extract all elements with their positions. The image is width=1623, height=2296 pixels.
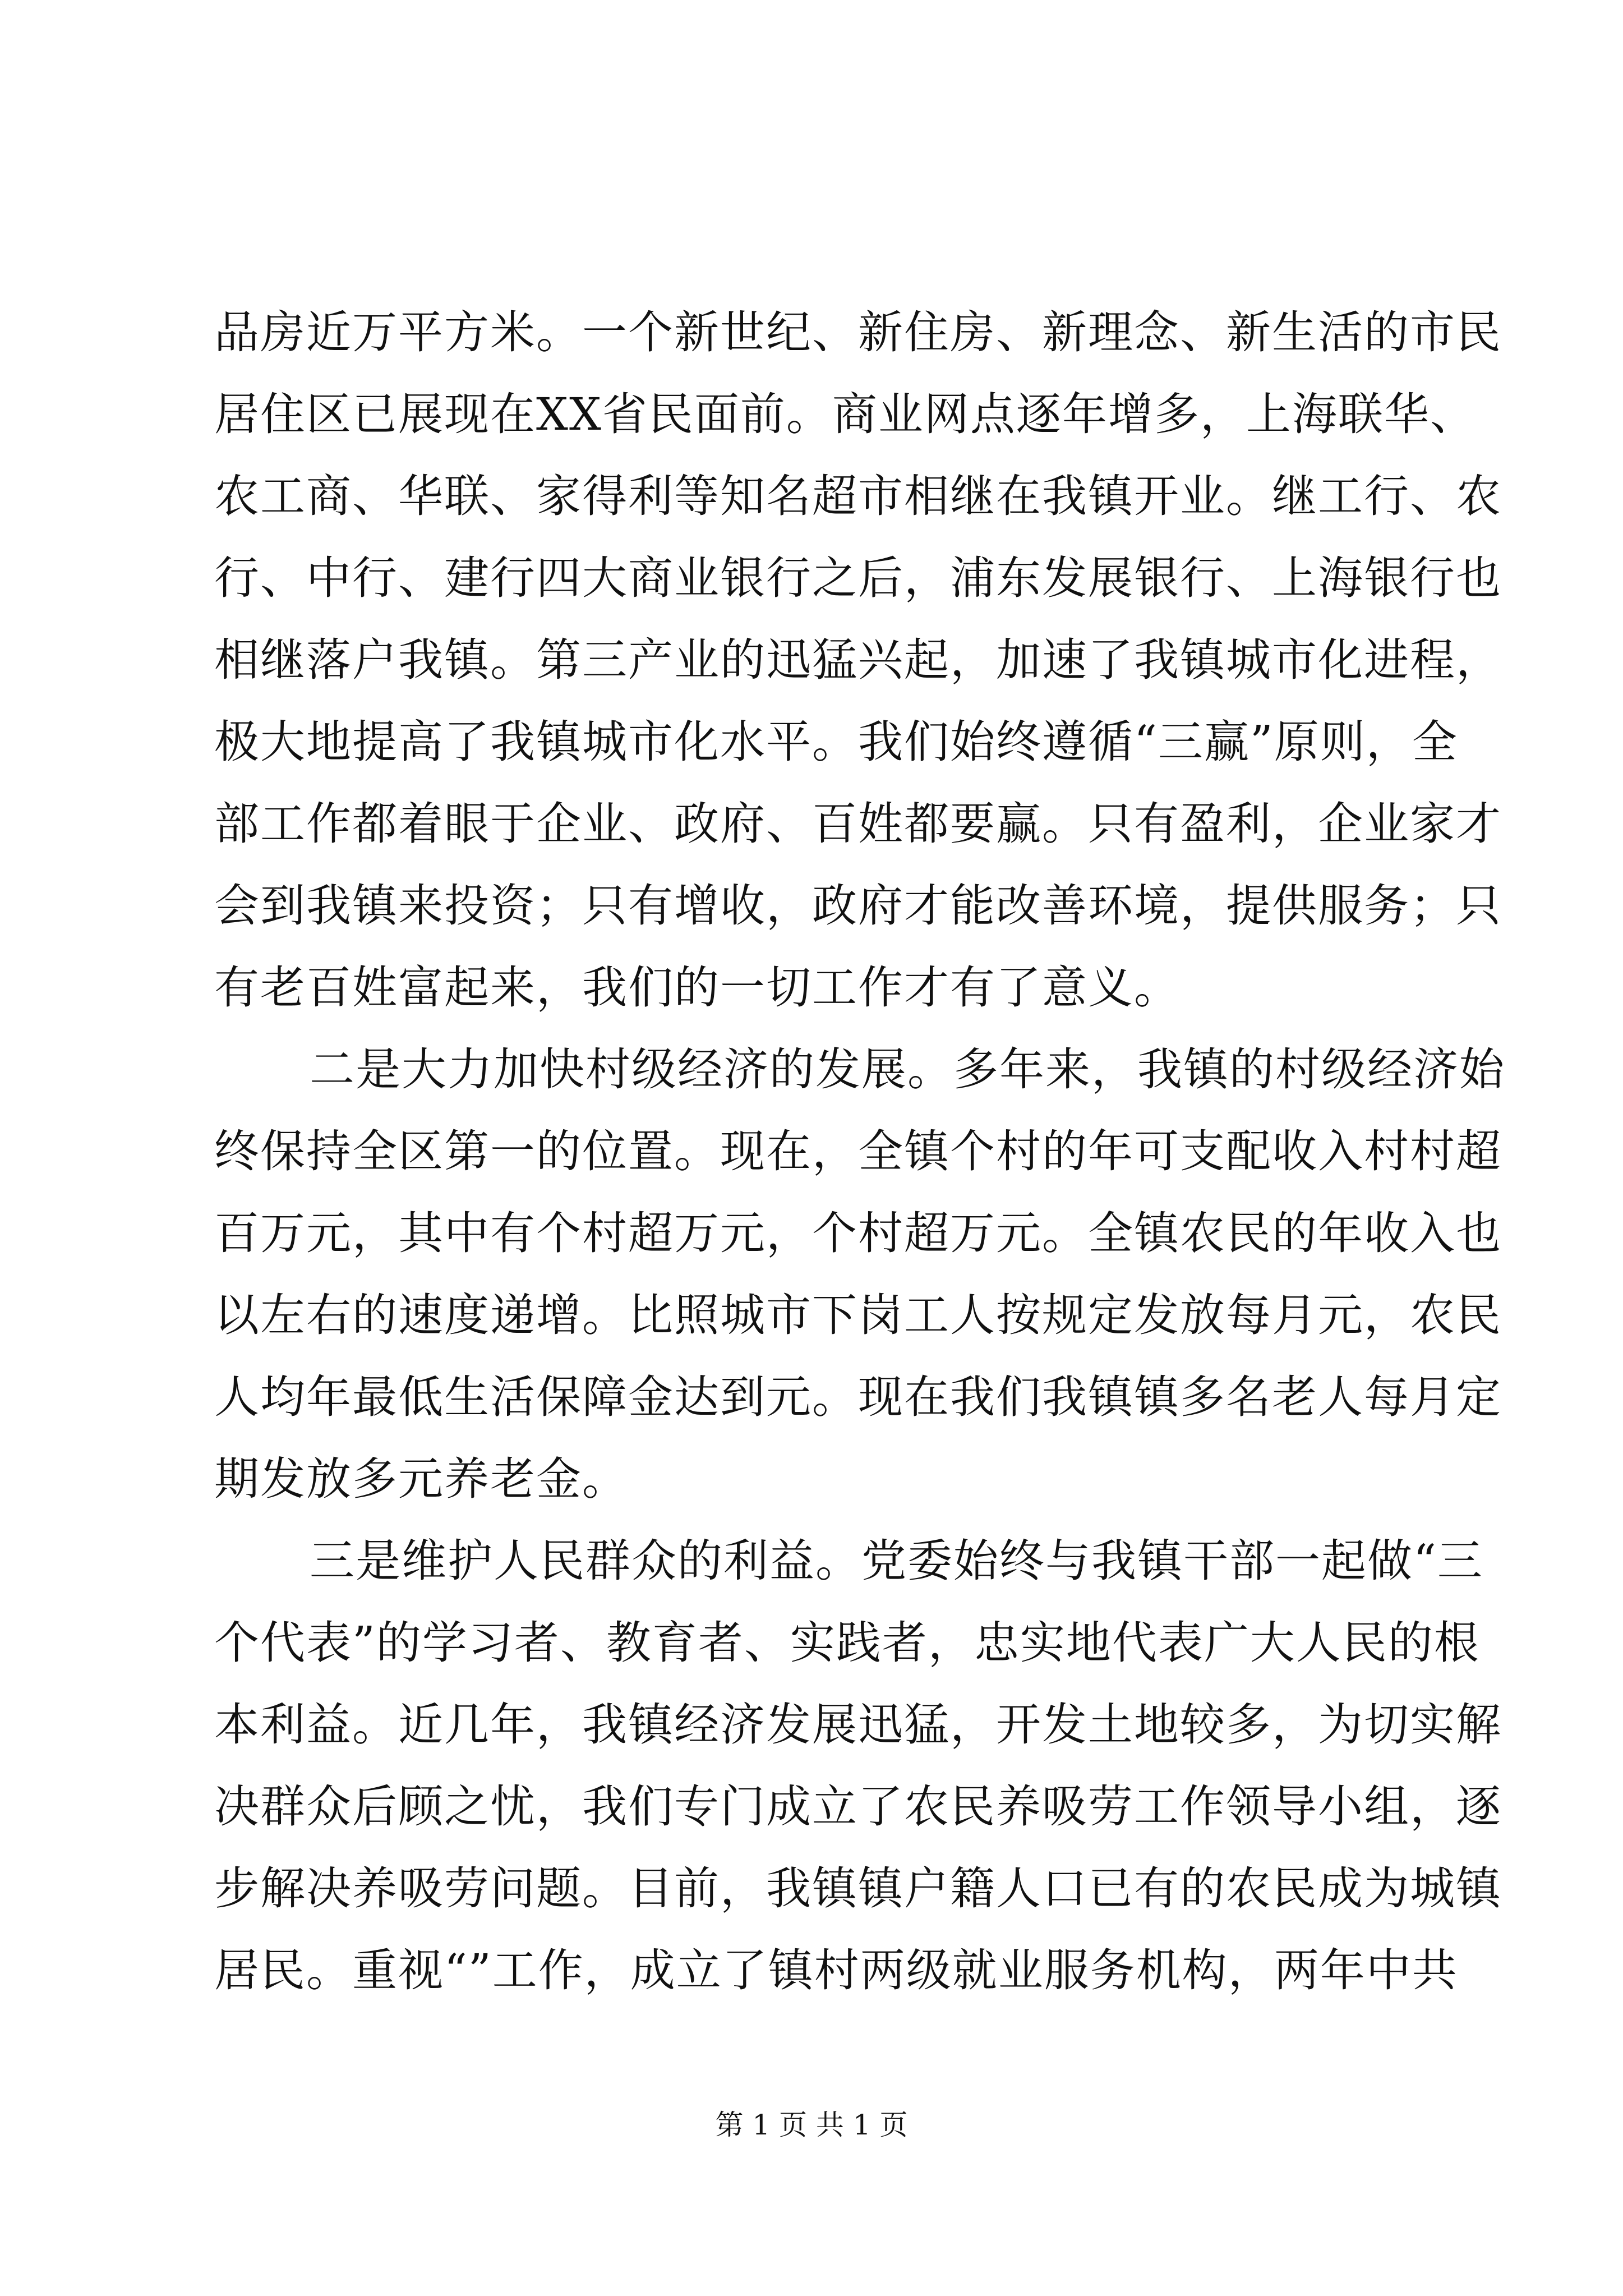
text-line: 部工作都着眼于企业、政府、百姓都要赢。只有盈利，企业家才 — [214, 798, 1502, 850]
text-line: 极大地提高了我镇城市化水平。我们始终遵循“三赢”原则，全 — [214, 716, 1458, 768]
text-line: 居住区已展现在XX省民面前。商业网点逐年增多，上海联华、 — [214, 388, 1476, 440]
text-line: 百万元，其中有个村超万元，个村超万元。全镇农民的年收入也 — [214, 1207, 1502, 1259]
text-line: 居民。重视“”工作，成立了镇村两级就业服务机构，两年中共 — [214, 1944, 1458, 1996]
text-line: 行、中行、建行四大商业银行之后，浦东发展银行、上海银行也 — [214, 552, 1502, 604]
text-line: 有老百姓富起来，我们的一切工作才有了意义。 — [214, 961, 1180, 1014]
text-line: 个代表”的学习者、教育者、实践者，忠实地代表广大人民的根 — [214, 1617, 1480, 1669]
paragraph-1 — [214, 292, 1502, 1029]
text-line: 决群众后顾之忧，我们专门成立了农民养吸劳工作领导小组，逐 — [214, 1780, 1502, 1833]
paragraph-3 — [214, 1520, 1502, 2012]
document-body — [214, 292, 1505, 2012]
text-line: 三是维护人民群众的利益。党委始终与我镇干部一起做“三 — [310, 1535, 1483, 1587]
text-line: 品房近万平方米。一个新世纪、新住房、新理念、新生活的市民 — [214, 306, 1502, 358]
text-line: 以左右的速度递增。比照城市下岗工人按规定发放每月元，农民 — [214, 1289, 1502, 1341]
text-line: 步解决养吸劳问题。目前，我镇镇户籍人口已有的农民成为城镇 — [214, 1862, 1502, 1915]
text-line: 本利益。近几年，我镇经济发展迅猛，开发土地较多，为切实解 — [214, 1699, 1502, 1751]
text-line: 相继落户我镇。第三产业的迅猛兴起，加速了我镇城市化进程， — [214, 634, 1502, 686]
text-line: 期发放多元养老金。 — [214, 1453, 628, 1505]
paragraph-2 — [214, 1029, 1505, 1520]
text-line: 农工商、华联、家得利等知名超市相继在我镇开业。继工行、农 — [214, 470, 1502, 522]
text-line: 二是大力加快村级经济的发展。多年来，我镇的村级经济始 — [310, 1043, 1505, 1096]
text-line: 终保持全区第一的位置。现在，全镇个村的年可支配收入村村超 — [214, 1125, 1502, 1177]
text-line: 会到我镇来投资；只有增收，政府才能改善环境，提供服务；只 — [214, 880, 1502, 932]
text-line: 人均年最低生活保障金达到元。现在我们我镇镇多名老人每月定 — [214, 1371, 1502, 1423]
page-number-footer: 第 1 页 共 1 页 — [715, 2109, 908, 2141]
